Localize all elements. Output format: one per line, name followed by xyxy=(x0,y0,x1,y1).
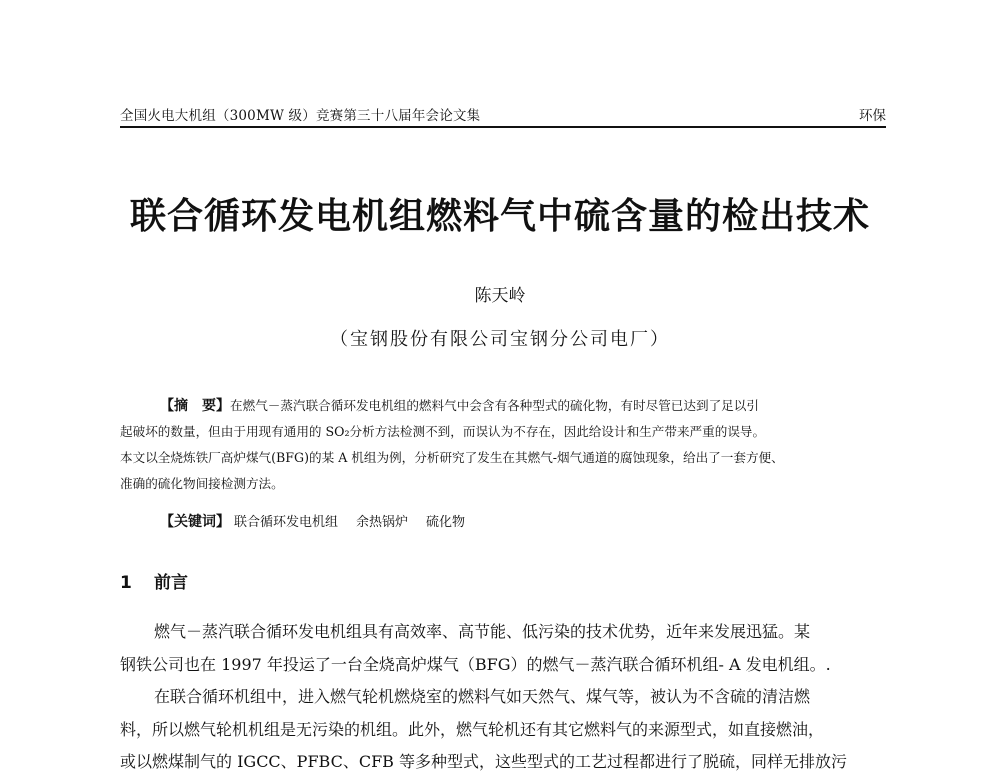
paragraph: 在联合循环机组中，进入燃气轮机燃烧室的燃料气如天然气、煤气等，被认为不含硫的清洁燃 料，所以燃气轮机机组是无污染的机组。此外，燃气轮机还有其它燃料气的来源型式，如直接燃油， 或以燃煤制气的 IGCC、PFBC、CFB 等多种型式，这些型式的工艺过程都进行了脱硫，同样无排放污 xyxy=(120,687,848,771)
abstract-label: 【摘 要】 xyxy=(160,398,230,414)
paper-title: 联合循环发电机组燃料气中硫含量的检出技术 xyxy=(129,196,870,237)
proceedings-title: 全国火电大机组（300MW 级）竞赛第三十八届年会论文集 xyxy=(120,108,481,124)
abstract-line: 起破坏的数量，但由于用现有通用的 SO₂分析方法检测不到，而误认为不存在，因此给设计和生产带来严重的误导。 xyxy=(120,424,766,439)
keyword: 联合循环发电机组 xyxy=(234,515,339,530)
author-name: 陈天岭 xyxy=(474,286,526,306)
section-number: 1 xyxy=(120,573,132,593)
paragraph: 燃气－蒸汽联合循环发电机组具有高效率、高节能、低污染的技术优势，近年来发展迅猛。某 钢铁公司也在 1997 年投运了一台全烧高炉煤气（BFG）的燃气－蒸汽联合循环机组- A 发电机组。. xyxy=(120,622,831,674)
keywords-label: 【关键词】 xyxy=(160,514,230,530)
abstract xyxy=(120,393,886,497)
keyword: 余热锅炉 xyxy=(356,515,409,530)
keywords xyxy=(160,511,465,531)
keyword: 硫化物 xyxy=(426,515,466,530)
section-category: 环保 xyxy=(859,108,886,124)
body-text xyxy=(120,616,886,779)
section-title: 前言 xyxy=(154,573,188,593)
author-affiliation: （宝钢股份有限公司宝钢分公司电厂） xyxy=(330,329,670,350)
abstract-line: 准确的硫化物间接检测方法。 xyxy=(120,476,284,491)
running-header xyxy=(120,96,886,128)
section-heading xyxy=(120,568,188,593)
abstract-line: 【摘 要】在燃气－蒸汽联合循环发电机组的燃料气中会含有各种型式的硫化物，有时尽管已达到了足以引 xyxy=(160,398,759,414)
abstract-line: 本文以全烧炼铁厂高炉煤气(BFG)的某 A 机组为例，分析研究了发生在其燃气-烟气通道的腐蚀现象，给出了一套方便、 xyxy=(120,450,784,465)
